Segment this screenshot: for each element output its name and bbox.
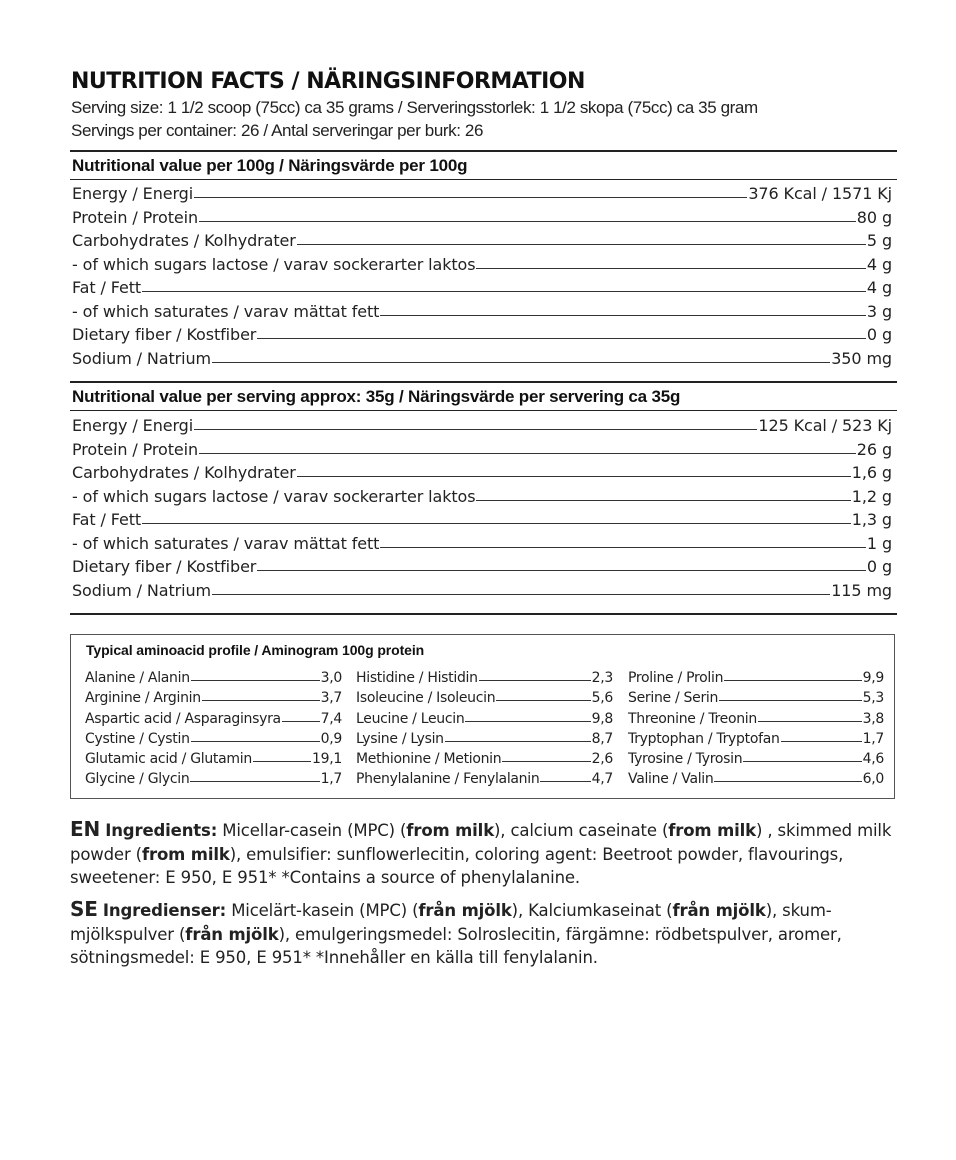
amino-label: Lysine / Lysin — [356, 730, 444, 747]
leader-line — [465, 721, 590, 722]
leader-line — [719, 700, 862, 701]
nutrient-row — [72, 534, 892, 558]
divider — [70, 613, 897, 615]
nutrient-value: 0 g — [866, 325, 892, 344]
amino-profile-box — [70, 634, 895, 799]
nutrient-row — [72, 440, 892, 464]
leader-line — [190, 781, 319, 782]
amino-value: 9,9 — [862, 670, 884, 686]
amino-value: 19,1 — [312, 751, 342, 768]
nutrient-label: Dietary fiber / Kostfiber — [72, 557, 257, 576]
nutrient-label: Protein / Protein — [72, 439, 199, 459]
allergen-text: från mjölk — [185, 924, 279, 944]
amino-column-2 — [356, 670, 613, 792]
nutrient-label: Protein / Protein — [72, 207, 199, 227]
leader-line — [445, 741, 591, 742]
amino-label: Histidine / Histidin — [356, 670, 478, 686]
nutrient-value: 376 Kcal / 1571 Kj — [748, 184, 892, 203]
amino-row — [85, 731, 342, 751]
nutrient-row — [72, 581, 892, 605]
ingredients-text: Micelärt-kasein (MPC) ( — [226, 901, 419, 920]
nutrient-value: 4 g — [866, 254, 892, 274]
leader-line — [282, 721, 320, 722]
amino-row — [356, 670, 613, 690]
amino-label: Leucine / Leucin — [356, 710, 465, 727]
amino-label: Tryptophan / Tryptofan — [628, 730, 780, 747]
allergen-text: from milk — [406, 821, 495, 840]
leader-line — [253, 761, 311, 762]
amino-value: 0,9 — [320, 730, 342, 747]
leader-line — [380, 547, 866, 548]
amino-value: 5,3 — [862, 690, 884, 707]
ingredients-se — [70, 898, 900, 970]
amino-label: Aspartic acid / Asparaginsyra — [85, 710, 281, 727]
leader-line — [212, 594, 830, 595]
nutrient-row — [72, 510, 892, 534]
amino-value: 7,4 — [320, 710, 342, 727]
nutrient-value: 5 g — [866, 231, 892, 250]
amino-label: Isoleucine / Isoleucin — [356, 690, 496, 707]
servings-per-container: Servings per container: 26 / Antal serveringar per burk: 26 — [71, 121, 484, 140]
ingredients-text: ) , skimmed milk powder ( — [70, 821, 892, 864]
amino-column-3 — [628, 670, 884, 792]
nutrient-row — [72, 463, 892, 487]
leader-line — [191, 741, 320, 742]
amino-label: Alanine / Alanin — [85, 670, 190, 686]
amino-label: Glutamic acid / Glutamin — [85, 751, 252, 768]
amino-label: Valine / Valin — [628, 771, 714, 788]
leader-line — [476, 268, 865, 269]
leader-line — [380, 315, 866, 316]
ingredients-text: ), emulsifier: sunflowerlecitin, coloring agent: Beetroot powder, flavourings, sweetener: E 950, E 951* *Contains a source of phenylalanine. — [70, 844, 844, 887]
amino-row — [628, 731, 884, 751]
leader-line — [758, 721, 862, 722]
amino-row — [85, 711, 342, 731]
divider — [70, 381, 897, 383]
per-100g-table — [72, 184, 892, 372]
language-code: SE — [70, 897, 98, 921]
nutrient-label: Sodium / Natrium — [72, 348, 212, 368]
amino-label: Phenylalanine / Fenylalanin — [356, 771, 540, 788]
amino-label: Tyrosine / Tyrosin — [628, 751, 743, 768]
amino-profile-title: Typical aminoacid profile / Aminogram 100g protein — [86, 642, 425, 658]
amino-label: Threonine / Treonin — [628, 710, 757, 727]
allergen-text: from milk — [668, 821, 756, 840]
ingredients-text: ), Kalciumkaseinat ( — [511, 901, 673, 920]
amino-row — [628, 771, 884, 791]
nutrient-row — [72, 255, 892, 279]
amino-row — [85, 670, 342, 690]
leader-line — [142, 523, 851, 524]
divider — [70, 410, 897, 411]
ingredients-heading: Ingredienser: — [102, 901, 227, 920]
leader-line — [479, 680, 591, 681]
nutrient-value: 1,6 g — [851, 463, 892, 482]
nutrient-row — [72, 416, 892, 440]
nutrient-label: Energy / Energi — [72, 416, 194, 435]
amino-value: 1,7 — [862, 730, 884, 747]
nutrient-label: - of which saturates / varav mättat fett — [72, 301, 380, 321]
leader-line — [257, 570, 866, 571]
amino-value: 6,0 — [862, 771, 884, 788]
amino-value: 2,3 — [591, 670, 613, 686]
amino-row — [628, 690, 884, 710]
language-code: EN — [70, 817, 101, 841]
nutrient-value: 115 mg — [831, 580, 892, 600]
ingredients-heading: Ingredients: — [105, 821, 218, 840]
nutrient-row — [72, 184, 892, 208]
nutrient-row — [72, 557, 892, 581]
leader-line — [194, 429, 757, 430]
nutrient-row — [72, 302, 892, 326]
amino-row — [85, 690, 342, 710]
nutrient-label: Carbohydrates / Kolhydrater — [72, 231, 296, 250]
ingredients-text: ), emulgeringsmedel: Solroslecitin, färgämne: rödbetspulver, aromer, sötningsmedel: E 950, E 951* *Innehåller en källa till fenylalanin. — [70, 924, 842, 967]
page-title: NUTRITION FACTS / NÄRINGSINFORMATION — [71, 69, 585, 94]
amino-row — [356, 711, 613, 731]
nutrient-label: Fat / Fett — [72, 278, 142, 297]
amino-label: Proline / Prolin — [628, 670, 724, 686]
nutrient-label: Energy / Energi — [72, 184, 194, 203]
nutrient-row — [72, 278, 892, 302]
nutrient-label: Sodium / Natrium — [72, 580, 212, 600]
amino-value: 2,6 — [591, 751, 613, 768]
leader-line — [297, 244, 866, 245]
leader-line — [212, 362, 830, 363]
amino-value: 4,6 — [862, 751, 884, 768]
leader-line — [202, 700, 320, 701]
nutrient-row — [72, 487, 892, 511]
amino-row — [356, 731, 613, 751]
leader-line — [199, 221, 856, 222]
nutrient-value: 4 g — [866, 278, 892, 297]
nutrient-value: 80 g — [856, 207, 892, 227]
amino-label: Arginine / Arginin — [85, 690, 201, 707]
ingredients-text: ), calcium caseinate ( — [494, 821, 669, 840]
ingredients-text: ), skum-mjölkspulver ( — [70, 901, 832, 944]
nutrient-label: - of which sugars lactose / varav sockerarter laktos — [72, 254, 476, 274]
leader-line — [743, 761, 861, 762]
nutrient-value: 1 g — [866, 533, 892, 553]
nutrient-value: 3 g — [866, 301, 892, 321]
ingredients-en — [70, 818, 900, 890]
amino-row — [356, 690, 613, 710]
serving-size: Serving size: 1 1/2 scoop (75cc) ca 35 grams / Serveringsstorlek: 1 1/2 skopa (75cc) ca 35 gram — [71, 98, 758, 117]
amino-row — [628, 670, 884, 690]
amino-label: Serine / Serin — [628, 690, 719, 707]
amino-label: Cystine / Cystin — [85, 730, 190, 747]
leader-line — [781, 741, 862, 742]
leader-line — [257, 338, 866, 339]
amino-column-1 — [85, 670, 342, 792]
nutrient-value: 125 Kcal / 523 Kj — [758, 416, 892, 435]
nutrient-label: - of which sugars lactose / varav sockerarter laktos — [72, 486, 476, 506]
nutrient-value: 350 mg — [831, 348, 892, 368]
nutrient-value: 1,2 g — [851, 486, 892, 506]
amino-value: 3,8 — [862, 710, 884, 727]
amino-row — [628, 751, 884, 771]
nutrient-label: - of which saturates / varav mättat fett — [72, 533, 380, 553]
amino-value: 1,7 — [320, 771, 342, 788]
amino-value: 4,7 — [591, 771, 613, 788]
leader-line — [502, 761, 590, 762]
nutrient-label: Fat / Fett — [72, 510, 142, 529]
leader-line — [142, 291, 866, 292]
amino-row — [85, 771, 342, 791]
nutrient-label: Carbohydrates / Kolhydrater — [72, 463, 296, 482]
nutrient-value: 26 g — [856, 439, 892, 459]
amino-row — [85, 751, 342, 771]
nutrient-row — [72, 349, 892, 373]
nutrient-row — [72, 231, 892, 255]
allergen-text: från mjölk — [672, 901, 766, 920]
ingredients-text: Micellar-casein (MPC) ( — [217, 821, 407, 840]
amino-row — [628, 711, 884, 731]
leader-line — [540, 781, 590, 782]
amino-value: 9,8 — [591, 710, 613, 727]
leader-line — [191, 680, 320, 681]
leader-line — [724, 680, 861, 681]
leader-line — [194, 197, 747, 198]
nutrient-row — [72, 325, 892, 349]
amino-value: 3,7 — [320, 690, 342, 707]
nutrient-value: 0 g — [866, 557, 892, 576]
per-serving-table — [72, 416, 892, 604]
leader-line — [199, 453, 856, 454]
nutrient-row — [72, 208, 892, 232]
nutrient-value: 1,3 g — [851, 510, 892, 529]
leader-line — [496, 700, 590, 701]
amino-value: 5,6 — [591, 690, 613, 707]
leader-line — [476, 500, 850, 501]
allergen-text: from milk — [141, 844, 230, 864]
per-100g-header: Nutritional value per 100g / Näringsvärde per 100g — [72, 156, 468, 175]
amino-value: 8,7 — [591, 730, 613, 747]
divider — [70, 150, 897, 152]
amino-label: Glycine / Glycin — [85, 771, 190, 788]
leader-line — [714, 781, 861, 782]
amino-row — [356, 751, 613, 771]
amino-row — [356, 771, 613, 791]
divider — [70, 179, 897, 180]
per-serving-header: Nutritional value per serving approx: 35g / Näringsvärde per servering ca 35g — [72, 387, 681, 406]
amino-label: Methionine / Metionin — [356, 751, 502, 768]
leader-line — [297, 476, 851, 477]
nutrient-label: Dietary fiber / Kostfiber — [72, 325, 257, 344]
amino-value: 3,0 — [320, 670, 342, 686]
allergen-text: från mjölk — [418, 901, 512, 920]
